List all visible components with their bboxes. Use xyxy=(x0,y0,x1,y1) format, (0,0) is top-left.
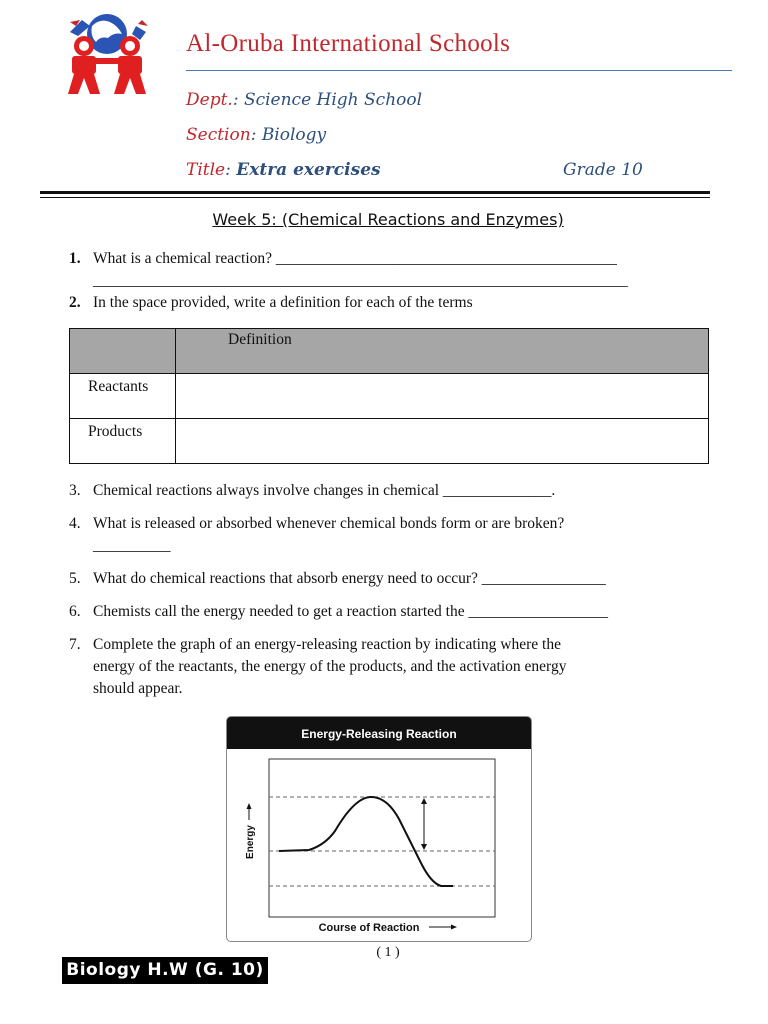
question-number: 4. xyxy=(69,515,81,532)
table-header-definition xyxy=(176,329,709,374)
week-title: Week 5: (Chemical Reactions and Enzymes) xyxy=(212,210,564,229)
question-3 xyxy=(0,480,768,502)
x-axis-label: Course of Reaction xyxy=(318,922,420,934)
question-text-line-3: should appear. xyxy=(93,680,183,697)
question-text: What is a chemical reaction? ____________________________________________ xyxy=(93,250,617,267)
question-text: Chemists call the energy needed to get a reaction started the __________________ xyxy=(93,603,608,620)
term-reactants: Reactants xyxy=(88,378,149,395)
question-number: 3. xyxy=(69,482,81,499)
answer-line: _____________________________________________________________________ xyxy=(93,272,628,289)
title-value: Extra exercises xyxy=(236,160,381,180)
header-divider xyxy=(186,70,732,71)
energy-graph xyxy=(226,716,532,942)
dept-value: : Science High School xyxy=(232,90,423,110)
dept-label: Dept. xyxy=(186,90,233,110)
question-number: 7. xyxy=(69,636,81,653)
definition-cell-reactants[interactable] xyxy=(176,374,709,419)
page-number: ( 1 ) xyxy=(376,945,400,960)
table-row xyxy=(70,374,709,419)
question-1 xyxy=(0,248,768,292)
question-text: In the space provided, write a definition for each of the terms xyxy=(93,294,473,311)
title-sep: : xyxy=(225,160,237,180)
footer-label: Biology H.W (G. 10) xyxy=(62,957,268,984)
question-number: 2. xyxy=(69,294,81,311)
plot-area xyxy=(269,759,495,917)
title-line xyxy=(186,160,381,180)
question-number: 5. xyxy=(69,570,81,587)
question-text: Chemical reactions always involve changes in chemical ______________. xyxy=(93,482,556,499)
question-text: What do chemical reactions that absorb energy need to occur? ________________ xyxy=(93,570,606,587)
answer-line: __________ xyxy=(93,537,171,554)
definition-header: Definition xyxy=(228,331,292,348)
question-5 xyxy=(0,568,768,590)
question-text-line-2: energy of the reactants, the energy of the products, and the activation energy xyxy=(93,658,567,675)
table-header-row xyxy=(70,329,709,374)
table-header-empty xyxy=(70,329,176,374)
question-2 xyxy=(0,292,768,314)
section-label: Section xyxy=(186,125,251,145)
table-row xyxy=(70,419,709,464)
definition-cell-products[interactable] xyxy=(176,419,709,464)
question-number: 6. xyxy=(69,603,81,620)
section-value: : Biology xyxy=(250,125,327,145)
school-name: Al-Oruba International Schools xyxy=(186,30,511,57)
question-number: 1. xyxy=(69,250,81,267)
question-6 xyxy=(0,601,768,623)
header-thin-rule xyxy=(40,197,710,198)
header-thick-rule xyxy=(40,191,710,194)
question-7 xyxy=(0,634,768,700)
section-line xyxy=(186,125,326,145)
school-logo xyxy=(52,12,162,96)
title-label: Title xyxy=(186,160,226,180)
energy-graph-svg xyxy=(227,717,531,941)
grade-label: Grade 10 xyxy=(563,160,643,180)
definition-table xyxy=(69,328,709,464)
graph-title: Energy-Releasing Reaction xyxy=(301,727,457,741)
y-axis-label: Energy xyxy=(245,825,256,859)
question-text: What is released or absorbed whenever chemical bonds form or are broken? xyxy=(93,515,565,532)
dept-line xyxy=(186,90,422,110)
question-text-line-1: Complete the graph of an energy-releasing reaction by indicating where the xyxy=(93,636,561,653)
question-4 xyxy=(0,513,768,557)
energy-curve xyxy=(279,797,453,886)
term-products: Products xyxy=(88,423,143,440)
